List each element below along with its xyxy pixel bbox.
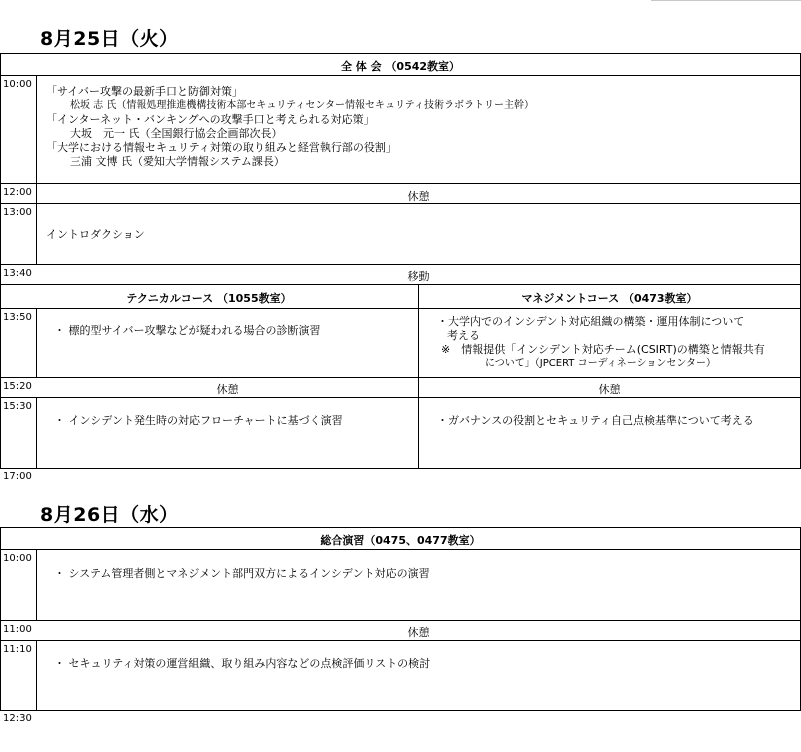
day2-session2-text: ・ セキュリティ対策の運営組織、取り組み内容などの点検評価リストの検討 [54,657,431,670]
rule [0,75,801,76]
technical-session1-text: ・ 標的型サイバー攻撃などが疑われる場合の診断演習 [54,324,321,337]
talk-title: 「大学における情報セキュリティ対策の取り組みと経営執行部の役割」 [46,141,397,154]
speaker: 大坂 元一 氏（全国銀行協会企画部次長） [70,127,283,140]
move-label: 移動 [407,270,430,283]
session1-text [46,85,534,169]
technical-break-label: 休憩 [216,383,239,396]
management-break-label: 休憩 [598,383,621,396]
rule [36,549,37,621]
time-label: 12:30 [3,713,32,724]
time-label: 13:00 [3,207,32,218]
management-course-header: マネジメントコース （0473教室） [521,292,698,305]
management-session2-text: ・ガバナンスの役割とセキュリティ自己点検基準について考える [437,414,754,427]
rule [36,308,37,378]
rule [0,53,801,54]
rule [0,527,1,711]
rule [0,397,801,398]
time-label: 15:20 [3,381,32,392]
management-session1-text [437,315,765,371]
time-label: 13:50 [3,312,32,323]
mgmt-line: 考える [447,329,480,342]
rule [0,284,801,285]
rule [36,397,37,469]
time-label: 10:00 [3,553,32,564]
rule [0,308,801,309]
mgmt-line: ・大学内でのインシデント対応組織の構築・運用体制について [437,315,745,328]
rule [0,264,801,265]
rule [0,710,801,711]
rule [36,75,37,265]
rule [0,549,801,550]
day1-date-heading: 8月25日（火） [40,28,179,50]
speaker: 松坂 志 氏（情報処理推進機構技術本部セキュリティセンター情報セキュリティ技術ラボラトリー主幹） [70,100,534,111]
time-label: 11:10 [3,644,32,655]
rule [418,284,419,469]
day2-date-heading: 8月26日（水） [40,504,179,526]
talk-title: 「インターネット・バンキングへの攻撃手口と考えられる対応策」 [46,113,375,126]
technical-course-header: テクニカルコース （1055教室） [126,292,292,305]
day2-session1-text: ・ システム管理者側とマネジメント部門双方によるインシデント対応の演習 [54,567,430,580]
mgmt-line: ※ 情報提供「インシデント対応チーム(CSIRT)の構築と情報共有 [441,343,765,356]
speaker: 三浦 文博 氏（愛知大学情報システム課長） [70,155,285,168]
time-label: 10:00 [3,79,32,90]
break-label: 休憩 [407,190,430,203]
break-label: 休憩 [407,626,430,639]
rule [0,468,801,469]
time-label: 17:00 [3,471,32,482]
rule [36,640,37,711]
rule [0,53,1,469]
introduction-text: イントロダクション [46,228,145,241]
rule [0,620,801,621]
exercise-header: 総合演習（0475、0477教室） [320,534,481,547]
rule [0,640,801,641]
rule [0,527,801,528]
plenary-header: 全 体 会 （0542教室） [340,60,461,73]
rule [0,377,801,378]
time-label: 13:40 [3,268,32,279]
mgmt-line: について」（JPCERT コーディネーションセンター） [485,358,716,369]
top-border-line [651,0,801,1]
time-label: 15:30 [3,401,32,412]
rule [0,183,801,184]
talk-title: 「サイバー攻撃の最新手口と防御対策」 [46,85,244,98]
time-label: 11:00 [3,624,32,635]
time-label: 12:00 [3,187,32,198]
technical-session2-text: ・ インシデント発生時の対応フローチャートに基づく演習 [54,414,343,427]
